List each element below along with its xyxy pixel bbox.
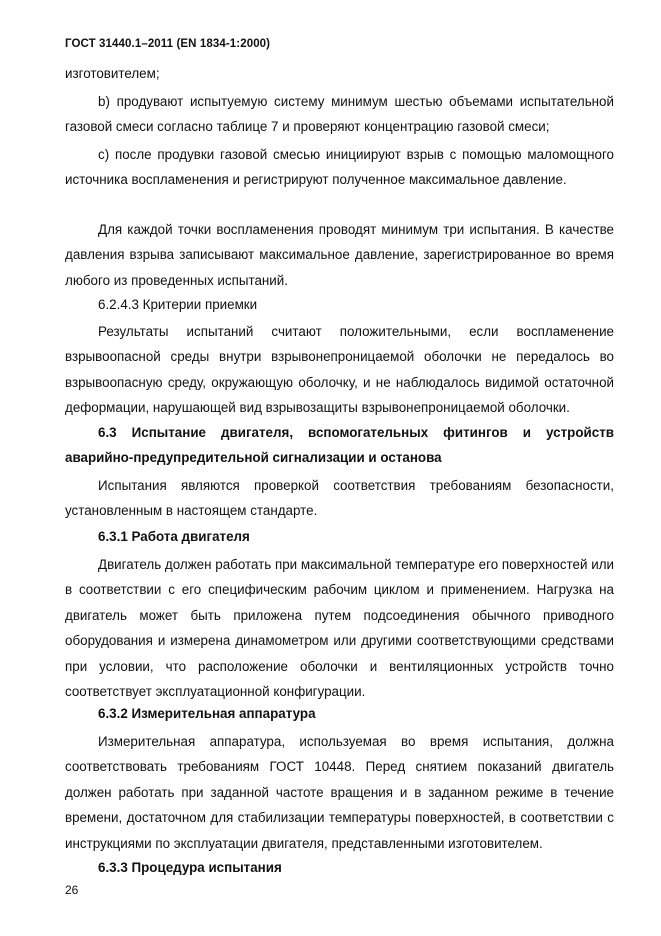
engine-paragraph — [65, 552, 614, 704]
section-6-3 — [65, 420, 614, 471]
paragraph-continuation: изготовителем; — [65, 66, 160, 81]
tests-paragraph — [65, 473, 614, 524]
paragraph-ignition-tests: Для каждой точки воспламенения проводят минимум три испытания. В качестве давления взрыва записывают максимальное давление, зарегистрированное во время любого из проведенных испытаний. — [65, 222, 614, 288]
paragraph-results: Результаты испытаний считают положительными, если воспламенение взрывоопасной среды внутри взрывонепроницаемой оболочки не передалось во взрывоопасную среду, окружающую оболочку, и не наблюдалось видимой остаточной деформации, нарушающей вид взрывозащиты взрывонепроницаемой оболочки. — [65, 324, 614, 416]
results-paragraph — [65, 319, 614, 421]
section-6-2-4-3 — [65, 292, 614, 317]
continuation-line — [65, 61, 614, 86]
section-6-3-2 — [65, 701, 614, 726]
paragraph-tests-safety: Испытания являются проверкой соответствия требованиям безопасности, установленным в настоящем стандарте. — [65, 478, 614, 519]
heading-measuring-equipment: 6.3.2 Измерительная аппаратура — [98, 706, 316, 721]
heading-engine-operation: 6.3.1 Работа двигателя — [98, 529, 250, 544]
paragraph-engine-operation: Двигатель должен работать при максимальной температуре его поверхностей или в соответствии с его специфическим рабочим циклом и применением. Нагрузка на двигатель может быть приложена путем подсоединения обычного приводного оборудования и измерена динамометром или другими соответствующими средствами при условии, что расположение оболочки и вентиляционных устройств точно соответствует эксплуатационной конфигурации. — [65, 557, 614, 700]
paragraph-measuring-equipment: Измерительная аппаратура, используемая во время испытания, должна соответствовать требованиям ГОСТ 10448. Перед снятием показаний двигатель должен работать при заданной частоте вращения и в заданном режиме в течение времени, достаточном для стабилизации температуры поверхностей, в соответствии с инструкциями по эксплуатации двигателя, представленными изготовителем. — [65, 734, 614, 851]
paragraph-item-b: b) продувают испытуемую систему минимум шестью объемами испытательной газовой смеси согласно таблице 7 и проверяют концентрацию газовой смеси; — [65, 94, 614, 135]
heading-acceptance-criteria: 6.2.4.3 Критерии приемки — [98, 297, 258, 312]
page-number: 26 — [65, 883, 79, 897]
document-header: ГОСТ 31440.1–2011 (EN 1834-1:2000) — [65, 38, 271, 50]
section-6-3-3 — [65, 855, 614, 880]
list-item-c — [65, 142, 614, 193]
paragraph-item-c: c) после продувки газовой смесью инициируют взрыв с помощью маломощного источника воспламенения и регистрируют полученное максимальное давление. — [65, 147, 614, 188]
heading-engine-test: 6.3 Испытание двигателя, вспомогательных фитингов и устройств аварийно-предупредительной сигнализации и останова — [65, 425, 614, 466]
heading-test-procedure: 6.3.3 Процедура испытания — [98, 860, 282, 875]
list-item-b — [65, 89, 614, 140]
ignition-paragraph — [65, 217, 614, 293]
section-6-3-1 — [65, 524, 614, 549]
measuring-paragraph — [65, 729, 614, 856]
